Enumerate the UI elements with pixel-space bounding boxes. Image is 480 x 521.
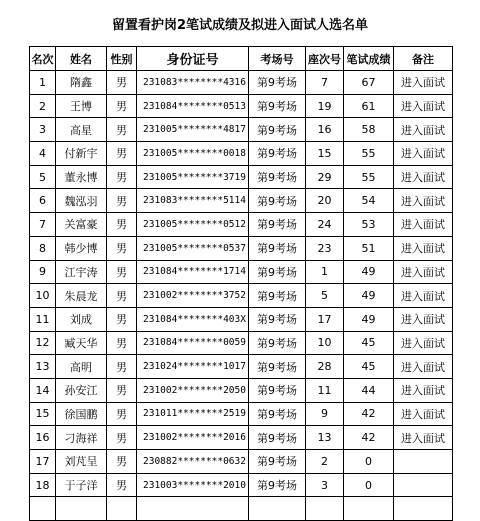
header-exam-room: 考场号 <box>249 47 306 71</box>
cell-rank: 1 <box>30 71 56 95</box>
cell-remark <box>394 473 453 497</box>
cell-remark: 进入面试 <box>394 71 453 95</box>
cell-score: 55 <box>344 142 394 166</box>
cell-id-number: 231011********2519 <box>137 402 249 426</box>
cell-remark <box>394 497 453 521</box>
header-seat: 座次号 <box>306 47 344 71</box>
cell-score: 51 <box>344 236 394 260</box>
cell-remark: 进入面试 <box>394 94 453 118</box>
cell-score: 45 <box>344 331 394 355</box>
header-score: 笔试成绩 <box>344 47 394 71</box>
cell-rank: 5 <box>30 165 56 189</box>
results-table <box>29 46 453 521</box>
table-row <box>30 118 453 142</box>
table-row <box>30 189 453 213</box>
header-name: 姓名 <box>56 47 107 71</box>
cell-remark: 进入面试 <box>394 284 453 308</box>
cell-exam-room: 第9考场 <box>249 189 306 213</box>
cell-name: 臧天华 <box>56 331 107 355</box>
cell-exam-room: 第9考场 <box>249 378 306 402</box>
cell-gender: 男 <box>107 378 137 402</box>
cell-id-number: 231002********2050 <box>137 378 249 402</box>
cell-rank: 17 <box>30 450 56 474</box>
table-row <box>30 142 453 166</box>
cell-seat <box>306 497 344 521</box>
cell-id-number: 231002********3752 <box>137 284 249 308</box>
cell-score: 0 <box>344 473 394 497</box>
cell-id-number: 231005********0512 <box>137 213 249 237</box>
cell-rank: 16 <box>30 426 56 450</box>
cell-exam-room <box>249 497 306 521</box>
table-row <box>30 450 453 474</box>
cell-gender <box>107 497 137 521</box>
cell-gender: 男 <box>107 165 137 189</box>
cell-remark: 进入面试 <box>394 213 453 237</box>
cell-id-number: 230882********0632 <box>137 450 249 474</box>
cell-exam-room: 第9考场 <box>249 71 306 95</box>
cell-name: 关富豪 <box>56 213 107 237</box>
cell-name: 高星 <box>56 118 107 142</box>
cell-rank: 9 <box>30 260 56 284</box>
cell-name: 江宇涛 <box>56 260 107 284</box>
cell-gender: 男 <box>107 284 137 308</box>
cell-seat: 7 <box>306 71 344 95</box>
cell-rank: 11 <box>30 307 56 331</box>
cell-seat: 20 <box>306 189 344 213</box>
cell-score: 49 <box>344 260 394 284</box>
cell-name: 高明 <box>56 355 107 379</box>
cell-score: 67 <box>344 71 394 95</box>
cell-rank: 12 <box>30 331 56 355</box>
cell-remark: 进入面试 <box>394 236 453 260</box>
cell-score: 58 <box>344 118 394 142</box>
cell-seat: 23 <box>306 236 344 260</box>
cell-gender: 男 <box>107 118 137 142</box>
header-rank: 名次 <box>30 47 56 71</box>
cell-name: 刘成 <box>56 307 107 331</box>
cell-seat: 17 <box>306 307 344 331</box>
cell-score <box>344 497 394 521</box>
header-id-number: 身份证号 <box>137 47 249 71</box>
cell-seat: 9 <box>306 402 344 426</box>
cell-rank: 15 <box>30 402 56 426</box>
cell-rank: 4 <box>30 142 56 166</box>
table-row <box>30 260 453 284</box>
cell-name: 朱晨龙 <box>56 284 107 308</box>
table-row <box>30 307 453 331</box>
cell-gender: 男 <box>107 355 137 379</box>
cell-name: 韩少博 <box>56 236 107 260</box>
cell-score: 45 <box>344 355 394 379</box>
cell-score: 42 <box>344 426 394 450</box>
cell-name: 付新宇 <box>56 142 107 166</box>
cell-remark: 进入面试 <box>394 260 453 284</box>
cell-rank: 8 <box>30 236 56 260</box>
cell-score: 49 <box>344 284 394 308</box>
cell-gender: 男 <box>107 236 137 260</box>
cell-id-number: 231003********2010 <box>137 473 249 497</box>
cell-gender: 男 <box>107 189 137 213</box>
cell-id-number: 231084********403X <box>137 307 249 331</box>
cell-exam-room: 第9考场 <box>249 260 306 284</box>
cell-rank: 3 <box>30 118 56 142</box>
cell-seat: 13 <box>306 426 344 450</box>
cell-score: 49 <box>344 307 394 331</box>
cell-name: 魏泓羽 <box>56 189 107 213</box>
cell-id-number: 231084********0059 <box>137 331 249 355</box>
cell-gender: 男 <box>107 213 137 237</box>
cell-seat: 29 <box>306 165 344 189</box>
cell-exam-room: 第9考场 <box>249 426 306 450</box>
cell-id-number: 231083********5114 <box>137 189 249 213</box>
cell-seat: 24 <box>306 213 344 237</box>
cell-gender: 男 <box>107 473 137 497</box>
cell-score: 61 <box>344 94 394 118</box>
cell-remark: 进入面试 <box>394 331 453 355</box>
cell-remark <box>394 450 453 474</box>
cell-exam-room: 第9考场 <box>249 213 306 237</box>
cell-id-number: 231005********4817 <box>137 118 249 142</box>
cell-score: 0 <box>344 450 394 474</box>
cell-seat: 5 <box>306 284 344 308</box>
cell-gender: 男 <box>107 402 137 426</box>
cell-name: 徐国鹏 <box>56 402 107 426</box>
cell-seat: 15 <box>306 142 344 166</box>
cell-remark: 进入面试 <box>394 142 453 166</box>
table-row <box>30 426 453 450</box>
cell-remark: 进入面试 <box>394 165 453 189</box>
table-header-row <box>30 47 453 71</box>
cell-remark: 进入面试 <box>394 307 453 331</box>
cell-rank <box>30 497 56 521</box>
cell-name: 刘芃呈 <box>56 450 107 474</box>
cell-rank: 6 <box>30 189 56 213</box>
header-gender: 性别 <box>107 47 137 71</box>
cell-name: 隋鑫 <box>56 71 107 95</box>
cell-seat: 2 <box>306 450 344 474</box>
cell-name <box>56 497 107 521</box>
table-row <box>30 71 453 95</box>
cell-gender: 男 <box>107 71 137 95</box>
cell-exam-room: 第9考场 <box>249 331 306 355</box>
cell-remark: 进入面试 <box>394 355 453 379</box>
cell-remark: 进入面试 <box>394 402 453 426</box>
cell-id-number <box>137 497 249 521</box>
table-body <box>30 71 453 521</box>
cell-id-number: 231005********0537 <box>137 236 249 260</box>
cell-id-number: 231005********3719 <box>137 165 249 189</box>
cell-rank: 2 <box>30 94 56 118</box>
cell-remark: 进入面试 <box>394 426 453 450</box>
cell-seat: 3 <box>306 473 344 497</box>
cell-id-number: 231084********1714 <box>137 260 249 284</box>
table-row <box>30 473 453 497</box>
cell-exam-room: 第9考场 <box>249 307 306 331</box>
cell-gender: 男 <box>107 94 137 118</box>
cell-score: 44 <box>344 378 394 402</box>
cell-rank: 10 <box>30 284 56 308</box>
page-title: 留置看护岗2笔试成绩及拟进入面试人选名单 <box>111 18 369 33</box>
cell-exam-room: 第9考场 <box>249 236 306 260</box>
cell-gender: 男 <box>107 260 137 284</box>
table-row <box>30 378 453 402</box>
cell-seat: 19 <box>306 94 344 118</box>
table-row <box>30 236 453 260</box>
cell-score: 42 <box>344 402 394 426</box>
table-row <box>30 284 453 308</box>
cell-score: 55 <box>344 165 394 189</box>
cell-gender: 男 <box>107 450 137 474</box>
table-row <box>30 94 453 118</box>
cell-id-number: 231083********4316 <box>137 71 249 95</box>
cell-gender: 男 <box>107 426 137 450</box>
cell-name: 王博 <box>56 94 107 118</box>
table-row <box>30 213 453 237</box>
cell-name: 董永博 <box>56 165 107 189</box>
table-row <box>30 165 453 189</box>
cell-exam-room: 第9考场 <box>249 355 306 379</box>
cell-rank: 7 <box>30 213 56 237</box>
table-row <box>30 402 453 426</box>
cell-remark: 进入面试 <box>394 189 453 213</box>
cell-rank: 13 <box>30 355 56 379</box>
cell-remark: 进入面试 <box>394 118 453 142</box>
cell-id-number: 231024********1017 <box>137 355 249 379</box>
cell-exam-room: 第9考场 <box>249 142 306 166</box>
table-row <box>30 331 453 355</box>
cell-seat: 1 <box>306 260 344 284</box>
cell-name: 于子洋 <box>56 473 107 497</box>
table-row <box>30 355 453 379</box>
header-remark: 备注 <box>394 47 453 71</box>
cell-rank: 14 <box>30 378 56 402</box>
cell-exam-room: 第9考场 <box>249 402 306 426</box>
cell-seat: 28 <box>306 355 344 379</box>
cell-seat: 11 <box>306 378 344 402</box>
cell-id-number: 231005********0018 <box>137 142 249 166</box>
cell-name: 孙安江 <box>56 378 107 402</box>
cell-remark: 进入面试 <box>394 378 453 402</box>
cell-exam-room: 第9考场 <box>249 284 306 308</box>
cell-score: 53 <box>344 213 394 237</box>
cell-id-number: 231084********0513 <box>137 94 249 118</box>
cell-id-number: 231002********2016 <box>137 426 249 450</box>
cell-gender: 男 <box>107 142 137 166</box>
cell-exam-room: 第9考场 <box>249 473 306 497</box>
cell-exam-room: 第9考场 <box>249 450 306 474</box>
cell-rank: 18 <box>30 473 56 497</box>
cell-name: 刁海祥 <box>56 426 107 450</box>
cell-seat: 16 <box>306 118 344 142</box>
cell-exam-room: 第9考场 <box>249 165 306 189</box>
cell-exam-room: 第9考场 <box>249 118 306 142</box>
cell-exam-room: 第9考场 <box>249 94 306 118</box>
cell-seat: 10 <box>306 331 344 355</box>
cell-gender: 男 <box>107 331 137 355</box>
table-row <box>30 497 453 521</box>
cell-score: 54 <box>344 189 394 213</box>
cell-gender: 男 <box>107 307 137 331</box>
